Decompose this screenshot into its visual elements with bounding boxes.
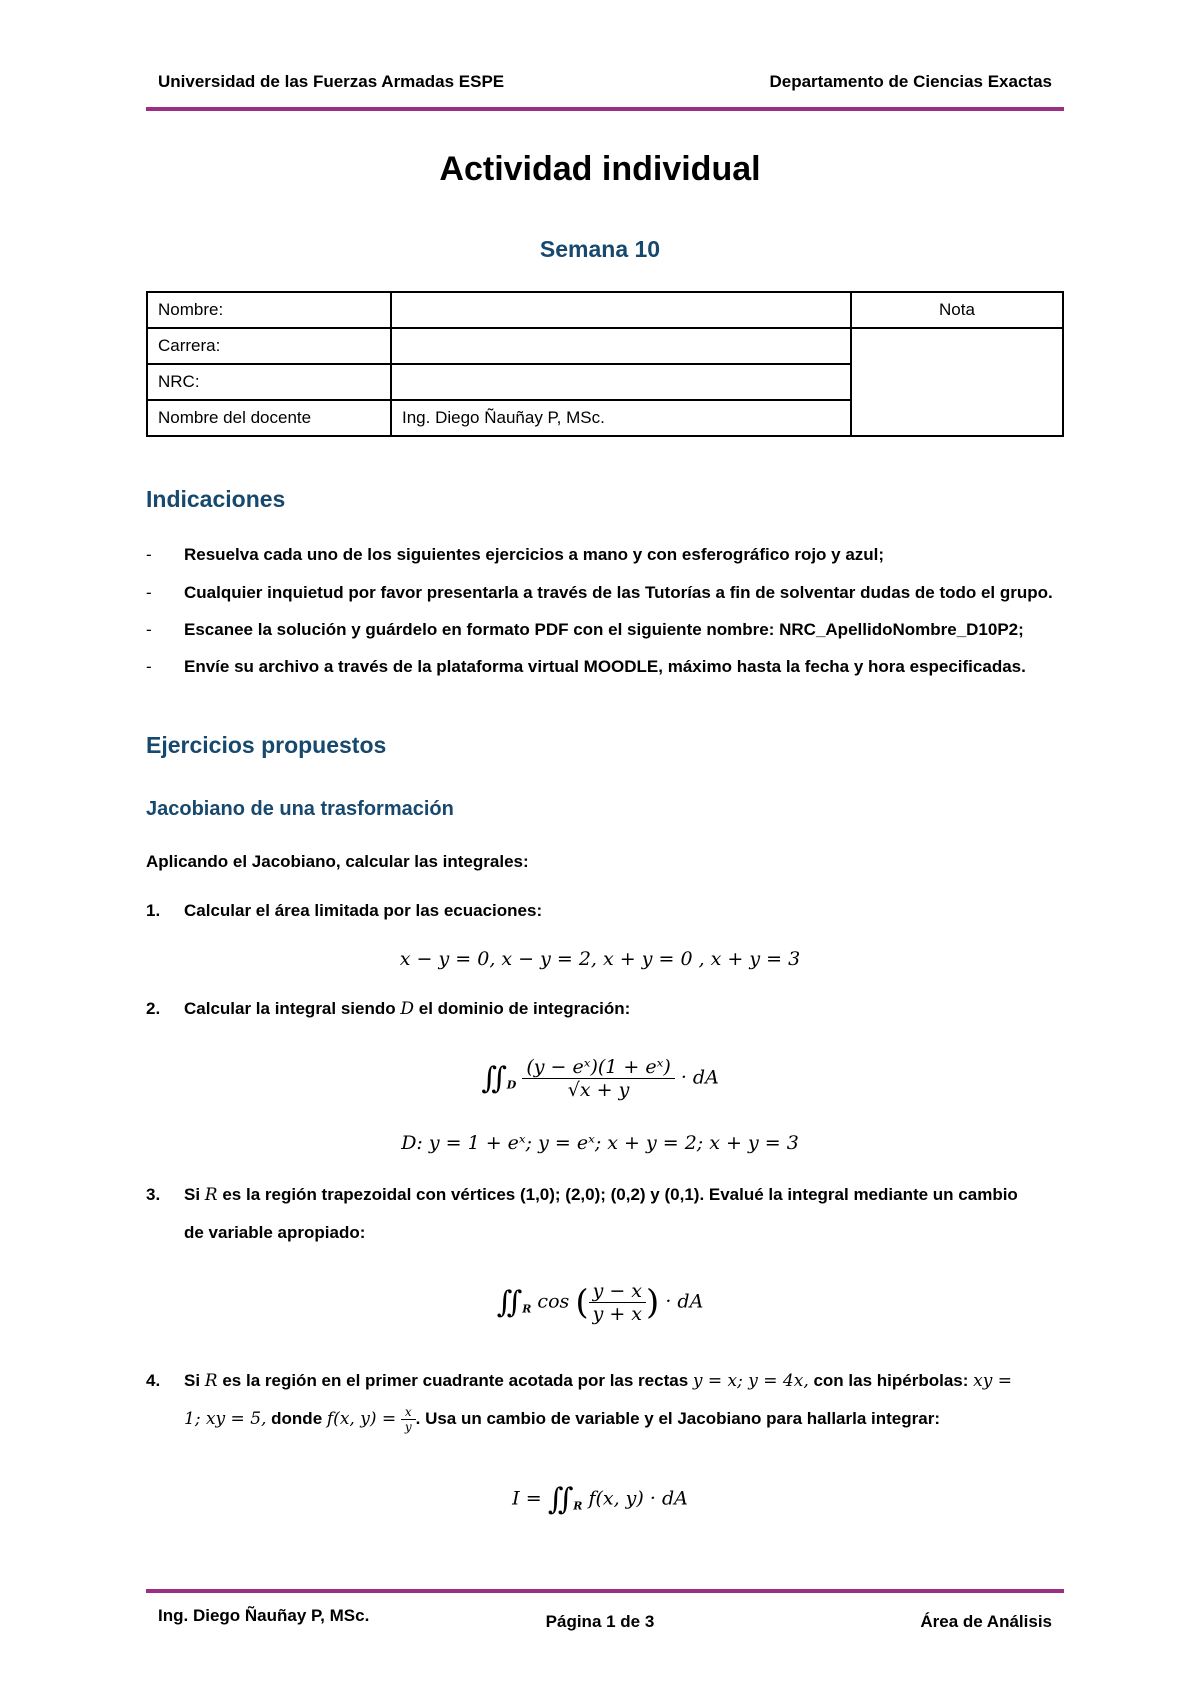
exercise-2-domain: D: y = 1 + eˣ; y = eˣ; x + y = 2; x + y = 3 bbox=[401, 1132, 799, 1154]
integrand-fraction: $\frac{\text{(y − eˣ)(1 + eˣ)}}{√x + y}$ bbox=[522, 1056, 674, 1101]
exercise-3-integral: $∬_R$ cos ( $\frac{y - x}{y + x}$ ) · dA bbox=[496, 1280, 704, 1325]
indicacion-item: - Cualquier inquietud por favor presentarla a través de las Tutorías a fin de solventar dudas de todo el grupo. bbox=[146, 583, 1053, 602]
indicacion-item: - Envíe su archivo a través de la plataforma virtual MOODLE, máximo hasta la fecha y hora especificadas. bbox=[146, 657, 1026, 676]
page-number: Página 1 de 3 bbox=[545, 1612, 655, 1631]
jacobiano-subheading: Jacobiano de una trasformación bbox=[146, 798, 454, 820]
nrc-label: NRC: bbox=[147, 364, 391, 400]
header-institution: Universidad de las Fuerzas Armadas ESPE bbox=[158, 72, 505, 91]
exercise-2-integral: $∬_D$ $\frac{\text{(y − eˣ)(1 + eˣ)}}{√x + y}$ · dA bbox=[481, 1056, 719, 1101]
footer-area: Área de Análisis bbox=[920, 1612, 1052, 1631]
ejercicios-heading: Ejercicios propuestos bbox=[146, 732, 387, 758]
nrc-field[interactable] bbox=[391, 364, 851, 400]
docente-value: Ing. Diego Ñauñay P, MSc. bbox=[391, 400, 851, 436]
student-info-table bbox=[146, 291, 1064, 437]
nombre-field[interactable] bbox=[391, 292, 851, 328]
docente-label: Nombre del docente bbox=[147, 400, 391, 436]
footer-rule bbox=[146, 1589, 1064, 1593]
exercise-3: 3. Si R es la región trapezoidal con vértices (1,0); (2,0); (0,2) y (0,1). Evalué la integral mediante un cambio de variable apropiado: bbox=[146, 1185, 1018, 1242]
nombre-label: Nombre: bbox=[147, 292, 391, 328]
exercise-4-integral: $I = ∬_R$ f(x, y) · dA bbox=[512, 1482, 688, 1517]
carrera-field[interactable] bbox=[391, 328, 851, 364]
exercise-1-equation: x − y = 0, x − y = 2, x + y = 0 , x + y = 3 bbox=[399, 948, 801, 970]
header-rule bbox=[146, 107, 1064, 111]
page-subtitle: Semana 10 bbox=[539, 236, 661, 262]
page-title: Actividad individual bbox=[439, 150, 761, 188]
exercise-1: 1. Calcular el área limitada por las ecuaciones: bbox=[146, 901, 543, 920]
carrera-label: Carrera: bbox=[147, 328, 391, 364]
nota-field[interactable] bbox=[851, 328, 1063, 436]
indicacion-item: - Resuelva cada uno de los siguientes ejercicios a mano y con esferográfico rojo y azul; bbox=[146, 545, 885, 564]
footer-author: Ing. Diego Ñauñay P, MSc. bbox=[158, 1606, 370, 1625]
nota-label: Nota bbox=[851, 292, 1063, 328]
indicaciones-heading: Indicaciones bbox=[146, 486, 286, 512]
exercise-4: 4. Si R es la región en el primer cuadrante acotada por las rectas y = x; y = 4x, con las hipérbolas: xy = 1; xy = 5, donde f(x, y) = $\frac{x}{y}$ . Usa un cambio de variable y el Jacobiano para hallarla integrar: bbox=[146, 1371, 1012, 1435]
header-department: Departamento de Ciencias Exactas bbox=[769, 72, 1052, 91]
exercise-2: 2. Calcular la integral siendo D el dominio de integración: bbox=[146, 999, 631, 1019]
ejercicios-intro: Aplicando el Jacobiano, calcular las integrales: bbox=[146, 852, 529, 871]
indicacion-item: - Escanee la solución y guárdelo en formato PDF con el siguiente nombre: NRC_ApellidoNombre_D10P2; bbox=[146, 620, 1024, 639]
